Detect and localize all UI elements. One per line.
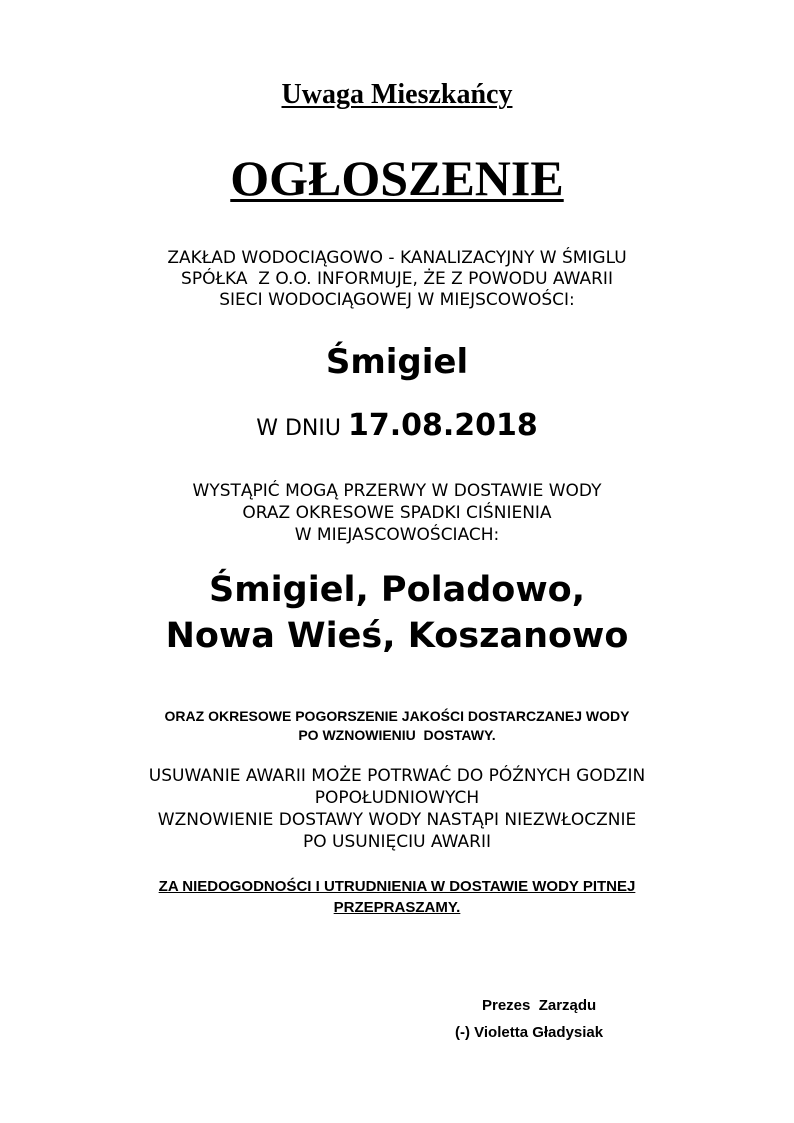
places-line: Nowa Wieś, Koszanowo [165,616,629,656]
repair-paragraph [0,765,794,853]
repair-line: POPOŁUDNIOWYCH [314,788,480,808]
apology-line: ZA NIEDOGODNOŚCI I UTRUDNIENIA W DOSTAWIE WODY PITNEJ [158,878,636,895]
outage-line: W MIEJASCOWOŚCIACH: [294,525,500,545]
outage-line: ORAZ OKRESOWE SPADKI CIŚNIENIA [242,503,552,523]
date-value: 17.08.2018 [347,408,538,443]
affected-places [0,567,794,659]
intro-line: ZAKŁAD WODOCIĄGOWO - KANALIZACYJNY W ŚMIGLU [167,248,627,268]
quality-line: PO WZNOWIENIU DOSTAWY. [298,727,496,743]
intro-line: SIECI WODOCIĄGOWEJ W MIEJSCOWOŚCI: [219,290,575,310]
date-prefix: W DNIU [256,416,341,441]
outage-paragraph [0,480,794,546]
signature-role: Prezes Zarządu [482,997,597,1014]
quality-paragraph [0,707,794,745]
notice-title: OGŁOSZENIE [230,150,564,206]
apology-paragraph [0,876,794,918]
places-line: Śmigiel, Poladowo, [208,570,586,610]
signature-block [400,992,700,1046]
repair-line: PO USUNIĘCIU AWARII [303,832,491,852]
repair-line: USUWANIE AWARII MOŻE POTRWAĆ DO PÓŹNYCH GODZIN [148,766,646,786]
repair-line: WZNOWIENIE DOSTAWY WODY NASTĄPI NIEZWŁOCZNIE [157,810,637,830]
apology-line: PRZEPRASZAMY. [333,899,461,916]
signature-name: (-) Violetta Gładysiak [455,1024,604,1041]
intro-paragraph [0,248,794,311]
notice-header: Uwaga Mieszkańcy [281,79,513,110]
date-line [0,406,794,449]
quality-line: ORAZ OKRESOWE POGORSZENIE JAKOŚCI DOSTARCZANEJ WODY [164,708,630,724]
outage-line: WYSTĄPIĆ MOGĄ PRZERWY W DOSTAWIE WODY [192,481,602,501]
intro-line: SPÓŁKA Z O.O. INFORMUJE, ŻE Z POWODU AWARII [181,269,613,289]
city-name: Śmigiel [325,342,469,382]
